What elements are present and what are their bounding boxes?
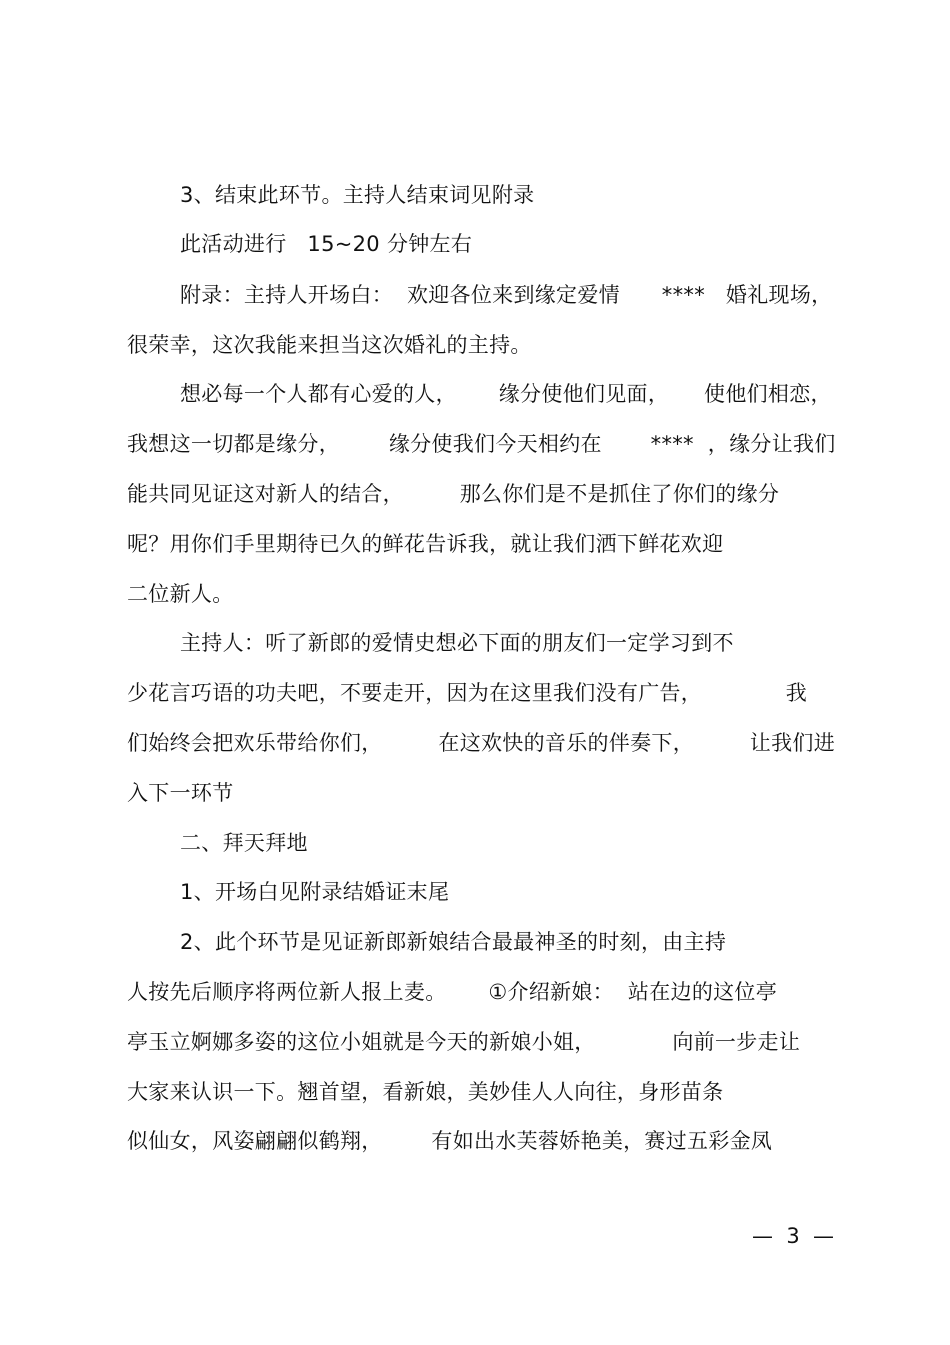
text-line: 很荣幸，这次我能来担当这次婚礼的主持。: [127, 333, 532, 357]
text-line: 能共同见证这对新人的结合， 那么你们是不是抓住了你们的缘分: [127, 482, 780, 506]
text-line: 大家来认识一下。翘首望，看新娘，美妙佳人人向往，身形苗条: [127, 1080, 724, 1104]
text-line: 3、结束此环节。主持人结束词见附录: [180, 183, 535, 207]
text-line: 1、开场白见附录结婚证末尾: [180, 880, 450, 904]
text-line: 此活动进行 15~20 分钟左右: [180, 232, 473, 256]
text-line: 附录：主持人开场白： 欢迎各位来到缘定爱情 **** 婚礼现场，: [180, 283, 833, 307]
text-line: 们始终会把欢乐带给你们， 在这欢快的音乐的伴奏下， 让我们进: [127, 731, 836, 755]
text-line: 二、拜天拜地: [180, 831, 308, 855]
text-line: 似仙女，风姿翩翩似鹤翔， 有如出水芙蓉娇艳美，赛过五彩金凤: [127, 1129, 773, 1153]
text-line: 主持人：听了新郎的爱情史想必下面的朋友们一定学习到不: [180, 631, 734, 655]
text-line: 我想这一切都是缘分， 缘分使我们今天相约在 **** ，缘分让我们: [127, 432, 836, 456]
text-line: 亭玉立婀娜多姿的这位小姐就是今天的新娘小姐， 向前一步走让: [127, 1030, 801, 1054]
text-line: 想必每一个人都有心爱的人， 缘分使他们见面， 使他们相恋，: [180, 382, 832, 406]
text-line: 二位新人。: [127, 582, 234, 606]
text-line: 2、此个环节是见证新郎新娘结合最最神圣的时刻，由主持: [180, 930, 727, 954]
text-line: 少花言巧语的功夫吧，不要走开，因为在这里我们没有广告， 我: [127, 681, 808, 705]
text-line: 入下一环节: [127, 781, 234, 805]
page-number: — 3 —: [752, 1224, 835, 1248]
text-line: 人按先后顺序将两位新人报上麦。 ①介绍新娘： 站在边的这位亭: [127, 980, 778, 1004]
text-line: 呢？用你们手里期待已久的鲜花告诉我，就让我们洒下鲜花欢迎: [127, 532, 724, 556]
